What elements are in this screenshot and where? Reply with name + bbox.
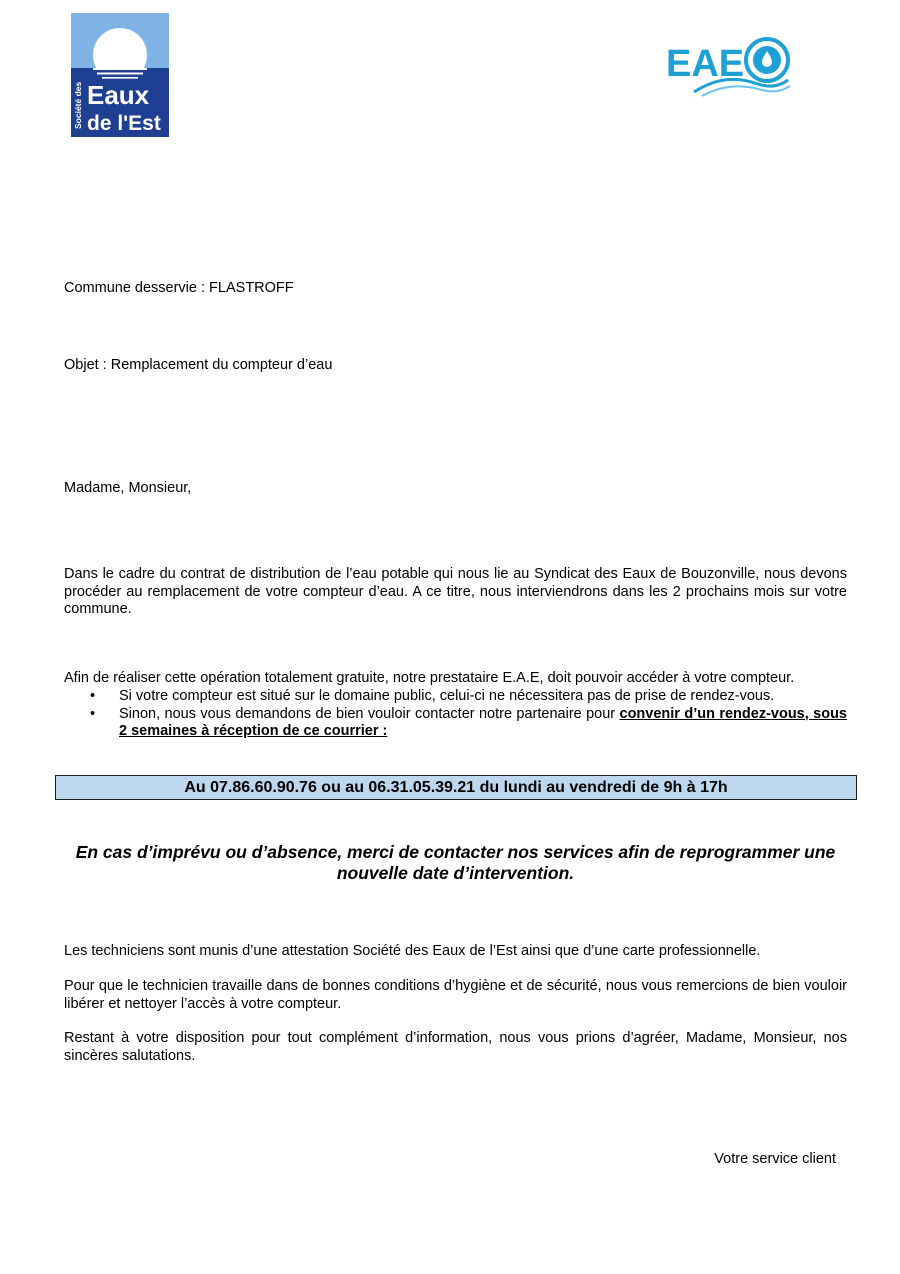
eae-logo-text: EAE [666,43,745,85]
paragraph-operation: Afin de réaliser cette opération totalement gratuite, notre prestataire E.A.E, doit pouvoir accéder à votre compteur. [64,670,795,686]
bullet-item-appointment-text: Sinon, nous vous demandons de bien vouloir contacter notre partenaire pour [119,705,620,722]
paragraph-hygiene: Pour que le technicien travaille dans de bonnes conditions d’hygiène et de sécurité, nous vous remercions de bien vouloir libérer et nettoyer l’accès à votre compteur. [64,978,847,1012]
paragraph-technicians: Les techniciens sont munis d’une attestation Société des Eaux de l’Est ainsi que d’une carte professionnelle. [64,943,761,959]
logo-text-eaux: Eaux [87,80,150,110]
bullet-item-public [90,688,847,706]
logo-text-est: de l'Est [87,112,161,135]
objet-line: Objet : Remplacement du compteur d’eau [64,357,333,373]
salutation: Madame, Monsieur, [64,480,192,496]
paragraph-intro: Dans le cadre du contrat de distribution de l’eau potable qui nous lie au Syndicat des Eaux de Bouzonville, nous devons procéder au remplacement de votre compteur d’eau. A ce titre, nous interviendrons dans les 2 prochains mois sur votre commune. [64,566,847,617]
signature: Votre service client [714,1151,836,1167]
appointment-emphasis: convenir d’un rendez-vous, sous 2 semaines à réception de ce courrier : [119,705,847,739]
eaux-de-l-est-logo [71,13,169,137]
paragraph-closing: Restant à votre disposition pour tout complément d’information, nous vous prions d’agréer, Madame, Monsieur, nos sincères salutations. [64,1030,847,1064]
eae-logo [664,34,794,98]
bullet-item-public-text: Si votre compteur est situé sur le domaine public, celui-ci ne nécessitera pas de prise de rendez-vous. [119,688,775,704]
absence-notice: En cas d’imprévu ou d’absence, merci de contacter nos services afin de reprogrammer une nouvelle date d’intervention. [75,842,836,883]
logo-text-societe: Société des [73,81,83,129]
bullet-item-appointment [90,706,847,741]
commune-line: Commune desservie : FLASTROFF [64,280,294,296]
phone-contact-box: Au 07.86.60.90.76 ou au 06.31.05.39.21 du lundi au vendredi de 9h à 17h [55,775,857,800]
bullet-list [90,688,847,741]
